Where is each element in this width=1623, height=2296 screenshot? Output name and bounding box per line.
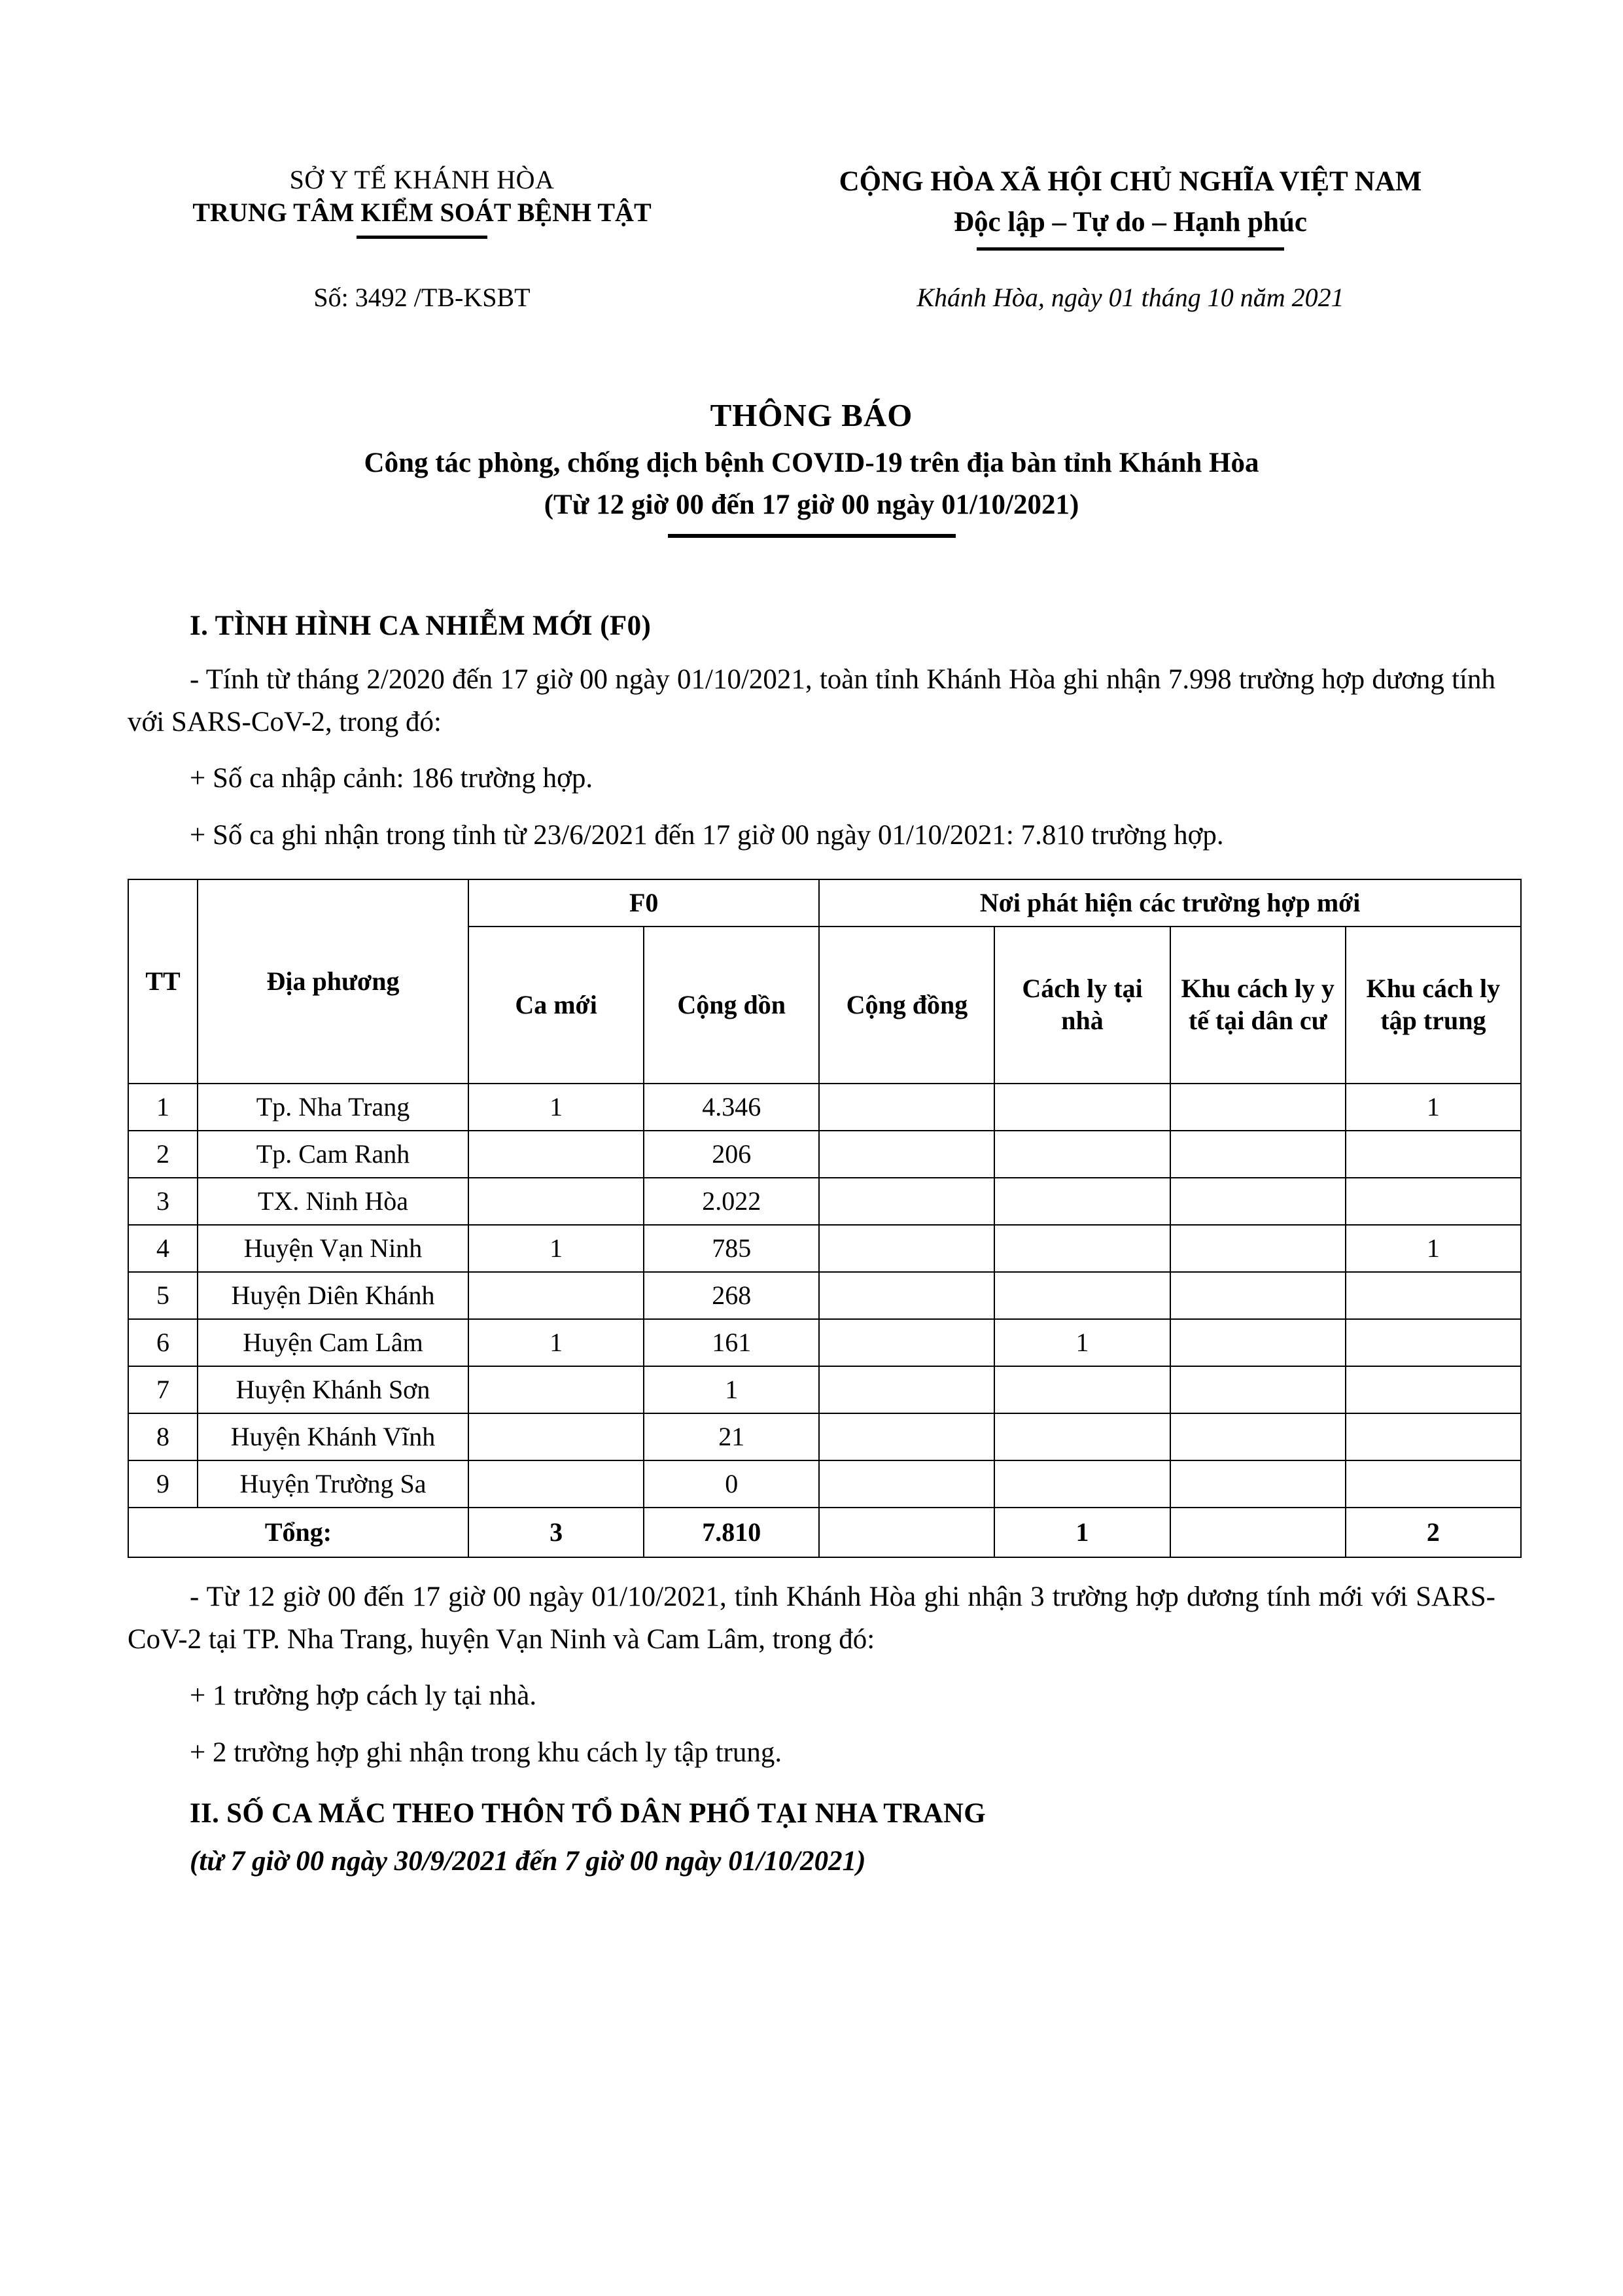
cell-new-cases xyxy=(468,1460,644,1508)
cell-central-zone xyxy=(1346,1178,1521,1225)
cell-place: Tp. Nha Trang xyxy=(198,1084,468,1131)
col-header-cumulative: Cộng dồn xyxy=(644,927,819,1084)
cell-new-cases: 1 xyxy=(468,1084,644,1131)
col-header-medical-zone: Khu cách ly y tế tại dân cư xyxy=(1170,927,1346,1084)
section-1-bullet-2: + Số ca ghi nhận trong tỉnh từ 23/6/2021 đến 17 giờ 00 ngày 01/10/2021: 7.810 trường hợp. xyxy=(190,819,1224,851)
table-row xyxy=(128,1366,1521,1413)
cell-place: Huyện Khánh Sơn xyxy=(198,1366,468,1413)
cell-medical-zone xyxy=(1170,1225,1346,1272)
cell-tt: 1 xyxy=(128,1084,198,1131)
cell-home-quarantine xyxy=(994,1225,1170,1272)
cell-place: Tp. Cam Ranh xyxy=(198,1131,468,1178)
table-row xyxy=(128,1413,1521,1460)
cell-central-zone xyxy=(1346,1413,1521,1460)
cell-tt: 9 xyxy=(128,1460,198,1508)
page-title: THÔNG BÁO xyxy=(710,397,913,433)
group-header-f0: F0 xyxy=(468,879,819,927)
table-row xyxy=(128,1131,1521,1178)
group-header-detection: Nơi phát hiện các trường hợp mới xyxy=(819,879,1521,927)
table-row xyxy=(128,1178,1521,1225)
section-1-bullet-1: + Số ca nhập cảnh: 186 trường hợp. xyxy=(190,763,593,794)
col-header-community: Cộng đồng xyxy=(819,927,994,1084)
cell-tt: 6 xyxy=(128,1319,198,1366)
table-row xyxy=(128,1084,1521,1131)
cell-place: TX. Ninh Hòa xyxy=(198,1178,468,1225)
col-header-tt: TT xyxy=(128,879,198,1084)
title-subtitle: Công tác phòng, chống dịch bệnh COVID-19 trên địa bàn tỉnh Khánh Hòa xyxy=(364,448,1259,479)
cell-community xyxy=(819,1413,994,1460)
org-underline-rule xyxy=(357,236,487,239)
table-row xyxy=(128,1272,1521,1319)
col-header-central-zone: Khu cách ly tập trung xyxy=(1346,927,1521,1084)
cell-cumulative: 161 xyxy=(644,1319,819,1366)
cell-community xyxy=(819,1366,994,1413)
cell-medical-zone xyxy=(1170,1131,1346,1178)
cell-home-quarantine xyxy=(994,1178,1170,1225)
cell-new-cases xyxy=(468,1272,644,1319)
cell-medical-zone xyxy=(1170,1178,1346,1225)
cell-cumulative: 0 xyxy=(644,1460,819,1508)
cell-tt: 4 xyxy=(128,1225,198,1272)
cell-medical-zone xyxy=(1170,1413,1346,1460)
cell-tt: 8 xyxy=(128,1413,198,1460)
title-underline-rule xyxy=(668,534,956,538)
cell-home-quarantine xyxy=(994,1460,1170,1508)
cell-tt: 2 xyxy=(128,1131,198,1178)
section-1-bullet-3: + 1 trường hợp cách ly tại nhà. xyxy=(190,1680,537,1712)
total-cell-new-cases: 3 xyxy=(468,1508,644,1557)
national-motto: Độc lập – Tự do – Hạnh phúc xyxy=(954,206,1307,238)
issuing-organization xyxy=(128,164,716,239)
country-name: CỘNG HÒA XÃ HỘI CHỦ NGHĨA VIỆT NAM xyxy=(839,166,1422,197)
cell-cumulative: 4.346 xyxy=(644,1084,819,1131)
document-body xyxy=(128,610,1501,1877)
cell-cumulative: 206 xyxy=(644,1131,819,1178)
title-period: (Từ 12 giờ 00 đến 17 giờ 00 ngày 01/10/2021) xyxy=(544,489,1079,521)
cell-community xyxy=(819,1319,994,1366)
table-row xyxy=(128,1225,1521,1272)
document-meta-row xyxy=(0,282,1623,313)
cell-tt: 7 xyxy=(128,1366,198,1413)
total-cell-home-quarantine: 1 xyxy=(994,1508,1170,1557)
cell-tt: 3 xyxy=(128,1178,198,1225)
cell-new-cases xyxy=(468,1366,644,1413)
cell-medical-zone xyxy=(1170,1319,1346,1366)
place-and-date: Khánh Hòa, ngày 01 tháng 10 năm 2021 xyxy=(916,282,1344,312)
cell-home-quarantine xyxy=(994,1272,1170,1319)
section-1-bullet-4: + 2 trường hợp ghi nhận trong khu cách ly tập trung. xyxy=(190,1737,782,1768)
document-number: Số: 3492 /TB-KSBT xyxy=(313,282,531,312)
cell-home-quarantine xyxy=(994,1366,1170,1413)
org-name: TRUNG TÂM KIỂM SOÁT BỆNH TẬT xyxy=(192,198,652,227)
section-2-heading: II. SỐ CA MẮC THEO THÔN TỔ DÂN PHỐ TẠI NHA TRANG xyxy=(190,1798,986,1829)
cell-community xyxy=(819,1084,994,1131)
cell-new-cases xyxy=(468,1131,644,1178)
table-header-row-groups xyxy=(128,879,1521,927)
cell-community xyxy=(819,1225,994,1272)
cell-cumulative: 1 xyxy=(644,1366,819,1413)
cell-home-quarantine xyxy=(994,1131,1170,1178)
cell-central-zone xyxy=(1346,1366,1521,1413)
cell-central-zone xyxy=(1346,1319,1521,1366)
col-header-home-quarantine: Cách ly tại nhà xyxy=(994,927,1170,1084)
section-1-paragraph-1: - Tính từ tháng 2/2020 đến 17 giờ 00 ngày 01/10/2021, toàn tỉnh Khánh Hòa ghi nhận 7.998 trường hợp dương tính với SARS-CoV-2, trong đó: xyxy=(128,664,1495,737)
col-header-new-cases: Ca mới xyxy=(468,927,644,1084)
cell-total-label: Tổng: xyxy=(128,1508,468,1557)
cell-central-zone xyxy=(1346,1272,1521,1319)
cell-home-quarantine xyxy=(994,1084,1170,1131)
cell-medical-zone xyxy=(1170,1460,1346,1508)
section-1-heading: I. TÌNH HÌNH CA NHIỄM MỚI (F0) xyxy=(190,610,652,642)
table-header xyxy=(128,879,1521,1084)
total-cell-central-zone: 2 xyxy=(1346,1508,1521,1557)
cell-place: Huyện Vạn Ninh xyxy=(198,1225,468,1272)
cell-home-quarantine: 1 xyxy=(994,1319,1170,1366)
col-header-place: Địa phương xyxy=(198,879,468,1084)
national-heading xyxy=(716,164,1623,251)
cell-cumulative: 21 xyxy=(644,1413,819,1460)
table-total-row xyxy=(128,1508,1521,1557)
motto-underline-rule xyxy=(977,247,1284,251)
cell-place: Huyện Trường Sa xyxy=(198,1460,468,1508)
cell-community xyxy=(819,1178,994,1225)
cell-medical-zone xyxy=(1170,1084,1346,1131)
cell-central-zone xyxy=(1346,1460,1521,1508)
cell-central-zone: 1 xyxy=(1346,1084,1521,1131)
total-cell-community xyxy=(819,1508,994,1557)
section-2-subheading: (từ 7 giờ 00 ngày 30/9/2021 đến 7 giờ 00 ngày 01/10/2021) xyxy=(190,1846,866,1877)
masthead xyxy=(0,0,1623,251)
cell-new-cases xyxy=(468,1178,644,1225)
cell-place: Huyện Cam Lâm xyxy=(198,1319,468,1366)
section-1-paragraph-2: - Từ 12 giờ 00 đến 17 giờ 00 ngày 01/10/2021, tỉnh Khánh Hòa ghi nhận 3 trường hợp dương tính mới với SARS-CoV-2 tại TP. Nha Trang, huyện Vạn Ninh và Cam Lâm, trong đó: xyxy=(128,1581,1495,1655)
cell-new-cases: 1 xyxy=(468,1225,644,1272)
org-parent-name: SỞ Y TẾ KHÁNH HÒA xyxy=(289,165,555,194)
cell-place: Huyện Diên Khánh xyxy=(198,1272,468,1319)
cell-home-quarantine xyxy=(994,1413,1170,1460)
cell-cumulative: 785 xyxy=(644,1225,819,1272)
total-cell-cumulative: 7.810 xyxy=(644,1508,819,1557)
table-row xyxy=(128,1460,1521,1508)
table-body xyxy=(128,1084,1521,1557)
cell-cumulative: 268 xyxy=(644,1272,819,1319)
cell-medical-zone xyxy=(1170,1366,1346,1413)
cell-medical-zone xyxy=(1170,1272,1346,1319)
cell-cumulative: 2.022 xyxy=(644,1178,819,1225)
total-cell-medical-zone xyxy=(1170,1508,1346,1557)
cell-place: Huyện Khánh Vĩnh xyxy=(198,1413,468,1460)
cell-central-zone: 1 xyxy=(1346,1225,1521,1272)
cell-new-cases: 1 xyxy=(468,1319,644,1366)
cell-community xyxy=(819,1460,994,1508)
cell-central-zone xyxy=(1346,1131,1521,1178)
cell-tt: 5 xyxy=(128,1272,198,1319)
table-row xyxy=(128,1319,1521,1366)
case-statistics-table xyxy=(128,879,1522,1558)
cell-community xyxy=(819,1272,994,1319)
cell-new-cases xyxy=(468,1413,644,1460)
cell-community xyxy=(819,1131,994,1178)
title-block xyxy=(0,395,1623,538)
